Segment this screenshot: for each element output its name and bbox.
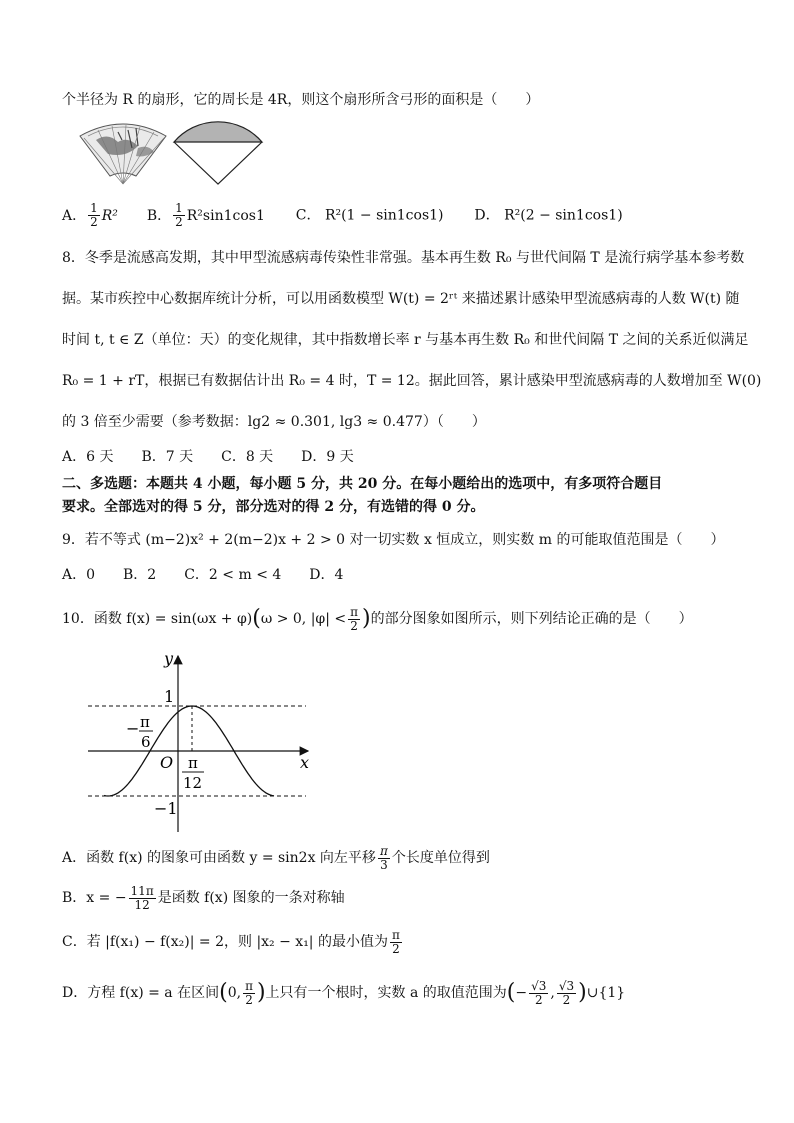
q7-options — [62, 202, 623, 229]
q7-option-b: B． $\frac{1}{2}$ R²sin1cos1 — [146, 201, 265, 229]
q8-options: A．6 天 B．7 天 C．8 天 D．9 天 — [62, 449, 354, 465]
y-tick-1: 1 — [164, 687, 175, 706]
q7-option-a: A． $\frac{1}{2}$ R² — [62, 201, 118, 229]
tick-left-num: π — [140, 713, 150, 731]
tick-right-den: 12 — [183, 774, 203, 792]
section-2-rules: 要求。全部选对的得 5 分，部分选对的得 2 分，有选错的得 0 分。 — [62, 499, 485, 515]
q10-option-a: A．函数 f(x) 的图象可由函数 y = sin2x 向左平移 $\frac{\pi}{3}$ 个长度单位得到 — [62, 843, 490, 872]
x-axis-label: x — [300, 753, 310, 772]
q10-option-d: D．方程 f(x) = a 在区间(0, $\frac{\pi}{2}$ )上只有一个根时，实数 a 的取值范围为(− $\frac{√3}{2}$ , $\frac{√3}{2}$ )∪{1} — [62, 978, 626, 1007]
y-axis-label: y — [164, 649, 174, 668]
q9-stem: 9．若不等式 (m−2)x² + 2(m−2)x + 2 > 0 对一切实数 x 恒成立，则实数 m 的可能取值范围是（ ） — [62, 532, 725, 548]
q8-line-5: 的 3 倍至少需要（参考数据：lg2 ≈ 0.301, lg3 ≈ 0.477）（ ） — [62, 414, 486, 430]
tick-right-num: π — [188, 754, 198, 772]
q10-option-b: B．x = − $\frac{11\pi}{12}$ 是函数 f(x) 图象的一条对称轴 — [62, 883, 345, 912]
q8-line-4: R₀ = 1 + rT，根据已有数据估计出 R₀ = 4 时，T = 12。据此回答，累计感染甲型流感病毒的人数增加至 W(0) — [62, 373, 762, 389]
q10-option-c: C．若 |f(x₁) − f(x₂)| = 2，则 |x₂ − x₁| 的最小值为 $\frac{\pi}{2}$ — [62, 927, 400, 956]
q8-line-3: 时间 t, t ∈ Z（单位：天）的变化规律，其中指数增长率 r 与基本再生数 R₀ 和世代间隔 T 之间的关系近似满足 — [62, 332, 749, 348]
sine-graph — [84, 648, 324, 838]
q7-stem: 个半径为 R 的扇形，它的周长是 4R，则这个扇形所含弓形的面积是（ ） — [62, 92, 540, 108]
segment-diagram — [174, 122, 262, 184]
origin-label: O — [160, 753, 174, 772]
fan-figures — [78, 118, 268, 188]
q8-line-2: 据。某市疾控中心数据库统计分析，可以用函数模型 W(t) = 2ʳᵗ 来描述累计感染甲型流感病毒的人数 W(t) 随 — [62, 291, 740, 307]
q9-options: A．0 B．2 C．2 < m < 4 D．4 — [62, 567, 344, 583]
q8-line-1: 8．冬季是流感高发期，其中甲型流感病毒传染性非常强。基本再生数 R₀ 与世代间隔 T 是流行病学基本参考数 — [62, 250, 745, 266]
painted-fan-image — [80, 124, 166, 184]
q7-option-c: C． R²(1 − sin1cos1) — [295, 207, 444, 224]
y-tick-minus-1: −1 — [154, 799, 178, 818]
q10-stem: 10．函数 f(x) = sin(ωx + φ)(ω > 0, |φ| < $\frac{\pi}{2}$ )的部分图象如图所示，则下列结论正确的是（ ） — [62, 604, 693, 633]
tick-left-sign: − — [126, 719, 140, 738]
tick-left-den: 6 — [141, 733, 151, 751]
section-2-heading: 二、多选题：本题共 4 小题，每小题 5 分，共 20 分。在每小题给出的选项中，有多项符合题目 — [62, 476, 663, 492]
q7-option-d: D． R²(2 − sin1cos1) — [474, 207, 623, 224]
